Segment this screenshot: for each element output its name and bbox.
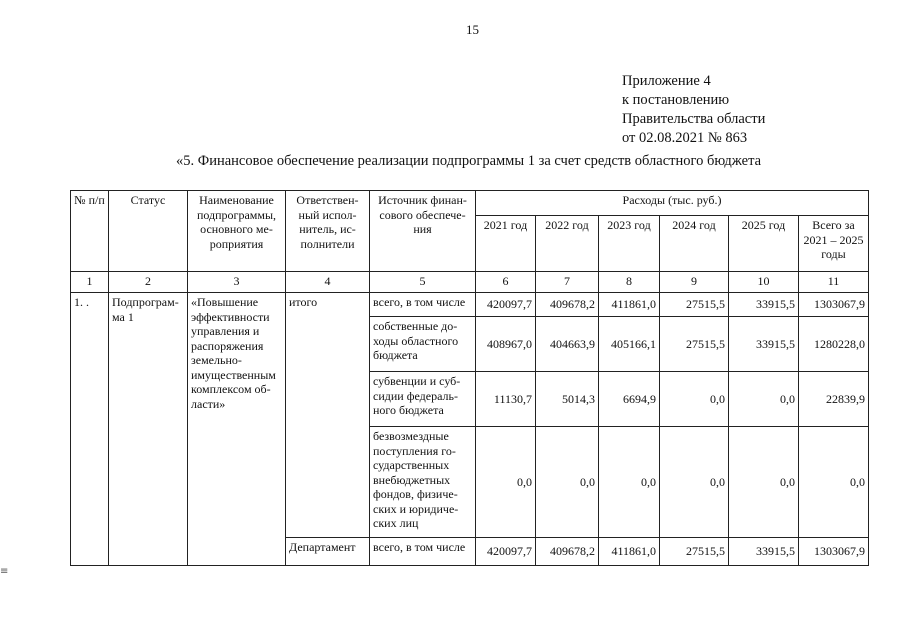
row-source: субвенции и суб-сидии федераль-ного бюджета [370,372,476,427]
row-source: безвозмездные поступления го-сударственных внебюджетных фондов, физиче-ских и юридиче-ских лиц [370,427,476,538]
header-name: Наименование подпрограммы, основного ме-роприятия [188,191,286,272]
column-number: 11 [799,272,869,293]
value-cell: 409678,2 [536,293,599,317]
row-source: всего, в том числе [370,293,476,317]
header-executor: Ответствен-ный испол-нитель, ис-полнители [286,191,370,272]
value-cell: 409678,2 [536,538,599,566]
value-cell: 420097,7 [476,293,536,317]
row-source: собственные до-ходы областного бюджета [370,317,476,372]
appendix-block [622,72,765,148]
column-number: 5 [370,272,476,293]
value-cell: 0,0 [729,427,799,538]
value-cell: 0,0 [536,427,599,538]
column-number: 7 [536,272,599,293]
value-cell: 411861,0 [599,293,660,317]
value-cell: 1303067,9 [799,293,869,317]
column-number: 1 [71,272,109,293]
value-cell: 22839,9 [799,372,869,427]
row-name: «Повышение эффективности управления и распоряжения земельно-имущественным комплексом об-ласти» [188,293,286,566]
value-cell: 1280228,0 [799,317,869,372]
column-number: 4 [286,272,370,293]
value-cell: 0,0 [729,372,799,427]
value-cell: 0,0 [476,427,536,538]
header-num: № п/п [71,191,109,272]
financing-table [70,190,869,566]
header-expenses: Расходы (тыс. руб.) [476,191,869,216]
header-year-2025: 2025 год [729,216,799,272]
value-cell: 33915,5 [729,538,799,566]
value-cell: 33915,5 [729,293,799,317]
value-cell: 0,0 [660,427,729,538]
margin-mark: ≡ [0,566,9,577]
value-cell: 5014,3 [536,372,599,427]
column-number: 3 [188,272,286,293]
value-cell: 1303067,9 [799,538,869,566]
document-title: «5. Финансовое обеспечение реализации подпрограммы 1 за счет средств областного бюджета [176,153,762,169]
row-source: всего, в том числе [370,538,476,566]
value-cell: 33915,5 [729,317,799,372]
appendix-line: Приложение 4 [622,73,711,89]
column-number: 10 [729,272,799,293]
row-executor: Департамент [286,538,370,566]
row-num: 1. . [71,293,109,566]
header-year-2023: 2023 год [599,216,660,272]
column-number: 2 [109,272,188,293]
header-year-2021: 2021 год [476,216,536,272]
value-cell: 27515,5 [660,538,729,566]
value-cell: 0,0 [660,372,729,427]
header-total: Всего за 2021 – 2025 годы [799,216,869,272]
header-year-2024: 2024 год [660,216,729,272]
value-cell: 411861,0 [599,538,660,566]
row-executor: итого [286,293,370,538]
value-cell: 420097,7 [476,538,536,566]
appendix-line: Правительства области [622,111,766,127]
value-cell: 0,0 [799,427,869,538]
table-row [71,293,869,317]
header-year-2022: 2022 год [536,216,599,272]
value-cell: 11130,7 [476,372,536,427]
column-number: 8 [599,272,660,293]
column-number: 6 [476,272,536,293]
column-number: 9 [660,272,729,293]
page-number: 15 [466,22,479,37]
value-cell: 408967,0 [476,317,536,372]
value-cell: 6694,9 [599,372,660,427]
value-cell: 405166,1 [599,317,660,372]
header-status: Статус [109,191,188,272]
value-cell: 404663,9 [536,317,599,372]
value-cell: 0,0 [599,427,660,538]
value-cell: 27515,5 [660,317,729,372]
appendix-line: от 02.08.2021 № 863 [622,130,748,146]
row-status: Подпрограм-ма 1 [109,293,188,566]
appendix-line: к постановлению [622,92,730,108]
value-cell: 27515,5 [660,293,729,317]
header-source: Источник финан-сового обеспече-ния [370,191,476,272]
